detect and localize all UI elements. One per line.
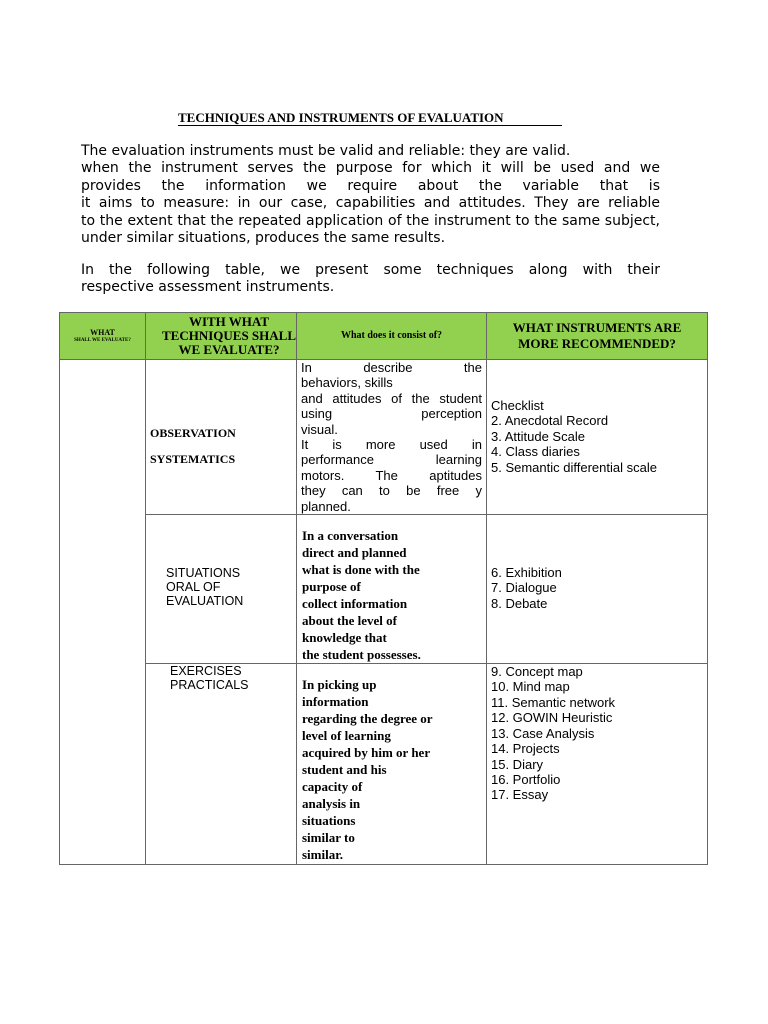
consist-line: situations xyxy=(302,813,356,829)
document-title: TECHNIQUES AND INSTRUMENTS OF EVALUATION xyxy=(178,110,562,126)
consist-line: analysis in xyxy=(302,796,361,812)
consist-practical xyxy=(297,664,486,863)
technique-line: SYSTEMATICS xyxy=(150,452,236,466)
consist-line: about the level of xyxy=(302,613,397,629)
header-what-line2: SHALL WE EVALUATE? xyxy=(74,338,131,343)
intro-line: The evaluation instruments must be valid and reliable: they are valid. xyxy=(81,143,571,159)
table-header-row xyxy=(60,313,708,360)
consist-line: In picking up xyxy=(302,677,377,693)
consist-line: similar to xyxy=(302,830,355,846)
consist-line: behaviors, skills xyxy=(301,375,393,391)
instrument-item: 11. Semantic network xyxy=(491,694,616,710)
instrument-item: 12. GOWIN Heuristic xyxy=(491,710,613,726)
instrument-item: 13. Case Analysis xyxy=(491,725,595,741)
consist-line: acquired by him or her xyxy=(302,745,431,761)
table-intro-line: respective assessment instruments. xyxy=(81,279,335,296)
intro-line: when the instrument serves the purpose for which it will be used and we xyxy=(81,160,660,177)
technique-cell xyxy=(146,360,297,515)
consist-line: performance learning xyxy=(301,452,482,468)
instrument-item: 6. Exhibition xyxy=(491,565,562,581)
technique-line: EXERCISES xyxy=(170,664,242,679)
header-instruments-line1: WHAT INSTRUMENTS ARE xyxy=(512,320,682,335)
consist-line: they can to be free y xyxy=(301,483,482,499)
what-cell xyxy=(60,360,146,865)
consist-line: knowledge that xyxy=(302,630,387,646)
intro-line: provides the information we require about the variable that is xyxy=(81,177,660,194)
instruments-observation xyxy=(487,360,707,475)
instrument-item: 4. Class diaries xyxy=(491,444,580,460)
instrument-item: 5. Semantic differential scale xyxy=(491,459,657,475)
table-intro-paragraph xyxy=(81,262,660,297)
instrument-item: Checklist xyxy=(491,398,544,413)
intro-line: to the extent that the repeated application of the instrument to the same subject, xyxy=(81,212,660,229)
instruments-cell xyxy=(487,664,708,865)
technique-practical xyxy=(146,664,296,692)
instrument-item: 15. Diary xyxy=(491,756,544,772)
consist-line: similar. xyxy=(302,847,344,863)
instruments-cell xyxy=(487,360,708,515)
instrument-item: 17. Essay xyxy=(491,787,549,803)
consist-line: what is done with the xyxy=(302,562,420,578)
consist-cell xyxy=(297,515,487,664)
technique-line: PRACTICALS xyxy=(170,678,249,693)
header-instruments-line2: MORE RECOMMENDED? xyxy=(518,336,676,351)
header-techniques xyxy=(146,313,297,360)
consist-line: It is more used in xyxy=(301,437,482,453)
technique-oral xyxy=(146,515,296,608)
instrument-item: 7. Dialogue xyxy=(491,580,557,596)
consist-line: motors. The aptitudes xyxy=(301,467,482,483)
consist-cell xyxy=(297,664,487,865)
instrument-item: 16. Portfolio xyxy=(491,771,561,787)
technique-cell xyxy=(146,664,297,865)
consist-line: In describe the xyxy=(301,360,482,375)
technique-line: OBSERVATION xyxy=(150,426,236,440)
consist-line: the student possesses. xyxy=(302,647,421,663)
intro-line: under similar situations, produces the same results. xyxy=(81,230,446,247)
consist-observation xyxy=(297,360,486,514)
intro-line: it aims to measure: in our case, capabilities and attitudes. They are reliable xyxy=(81,195,660,212)
table-row xyxy=(60,664,708,865)
header-techniques-label: WITH WHAT TECHNIQUES SHALL WE EVALUATE? xyxy=(161,313,296,357)
table-intro-line: In the following table, we present some techniques along with their xyxy=(81,262,660,278)
instruments-practical xyxy=(487,664,707,803)
technique-observation xyxy=(146,360,296,472)
consist-line: student and his xyxy=(302,762,387,778)
instrument-item: 8. Debate xyxy=(491,595,548,611)
technique-line: SITUATIONS xyxy=(166,566,241,581)
consist-line: information xyxy=(302,694,369,710)
header-what-line1: WHAT xyxy=(90,328,115,337)
instruments-cell xyxy=(487,515,708,664)
consist-line: regarding the degree or xyxy=(302,711,433,727)
table-row xyxy=(60,360,708,515)
header-what xyxy=(60,313,146,360)
table-row xyxy=(60,515,708,664)
consist-line: visual. xyxy=(301,421,338,437)
technique-line: EVALUATION xyxy=(166,594,244,609)
header-consist-label: What does it consist of? xyxy=(340,330,443,341)
intro-paragraph xyxy=(81,143,660,247)
consist-oral xyxy=(297,515,486,663)
consist-line: collect information xyxy=(302,596,408,612)
instrument-item: 14. Projects xyxy=(491,741,560,757)
header-consist xyxy=(297,313,487,360)
technique-line: ORAL OF xyxy=(166,580,221,595)
consist-line: and attitudes of the student xyxy=(301,390,482,406)
evaluation-table xyxy=(59,312,708,865)
instrument-item: 2. Anecdotal Record xyxy=(491,413,609,429)
instrument-item: 3. Attitude Scale xyxy=(491,428,585,444)
instrument-item: 9. Concept map xyxy=(491,664,583,680)
consist-line: In a conversation xyxy=(302,528,399,544)
consist-line: level of learning xyxy=(302,728,391,744)
consist-line: purpose of xyxy=(302,579,361,595)
consist-line: using perception xyxy=(301,406,482,422)
instruments-oral xyxy=(487,515,707,611)
instrument-item: 10. Mind map xyxy=(491,679,570,695)
technique-cell xyxy=(146,515,297,664)
header-instruments xyxy=(487,313,708,360)
consist-line: direct and planned xyxy=(302,545,407,561)
consist-line: planned. xyxy=(301,498,351,514)
consist-cell xyxy=(297,360,487,515)
consist-line: capacity of xyxy=(302,779,363,795)
